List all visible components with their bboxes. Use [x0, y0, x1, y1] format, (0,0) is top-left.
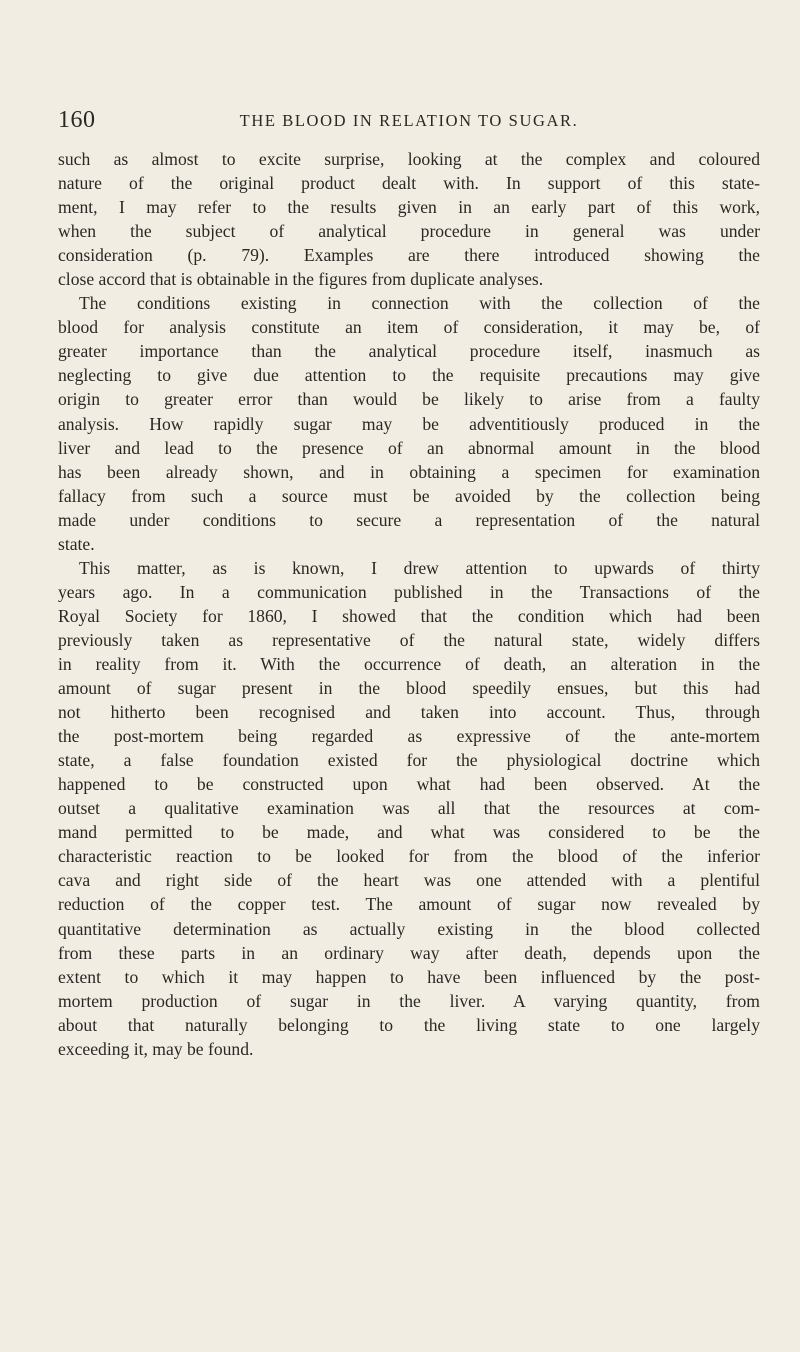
text-line: not hitherto been recognised and taken into account. Thus, through [58, 702, 760, 723]
text-line: close accord that is obtainable in the figures from duplicate analyses. [58, 269, 544, 290]
paragraph [58, 291, 760, 556]
text-line: happened to be constructed upon what had been observed. At the [58, 774, 760, 795]
text-line: quantitative determination as actually existing in the blood collected [58, 918, 760, 939]
text-line: ment, I may refer to the results given in an early part of this work, [58, 197, 760, 218]
text-line: This matter, as is known, I drew attention to upwards of thirty [79, 557, 760, 578]
text-line: analysis. How rapidly sugar may be adventitiously produced in the [58, 413, 760, 434]
text-line: years ago. In a communication published in the Transactions of the [58, 581, 760, 602]
text-line: reduction of the copper test. The amount of sugar now revealed by [58, 894, 760, 915]
text-line: characteristic reaction to be looked for from the blood of the inferior [58, 846, 760, 867]
text-line: state. [58, 533, 95, 554]
text-line: cava and right side of the heart was one attended with a plentiful [58, 870, 760, 891]
text-line: from these parts in an ordinary way after death, depends upon the [58, 942, 760, 963]
text-line: in reality from it. With the occurrence of death, an alteration in the [58, 653, 760, 674]
text-line: amount of sugar present in the blood speedily ensues, but this had [58, 678, 760, 699]
text-line: origin to greater error than would be likely to arise from a faulty [58, 389, 760, 410]
text-line: extent to which it may happen to have been influenced by the post- [58, 966, 760, 987]
text-line: made under conditions to secure a representation of the natural [58, 509, 760, 530]
text-line: such as almost to excite surprise, looking at the complex and coloured [58, 149, 760, 169]
text-line: neglecting to give due attention to the requisite precautions may give [58, 365, 760, 386]
paragraph [58, 556, 760, 1061]
text-line: outset a qualitative examination was all that the resources at com- [58, 798, 760, 819]
text-line: nature of the original product dealt with. In support of this state- [58, 173, 760, 194]
running-title: THE BLOOD IN RELATION TO SUGAR. [239, 111, 579, 130]
text-line: state, a false foundation existed for the physiological doctrine which [58, 750, 760, 771]
text-line: greater importance than the analytical procedure itself, inasmuch as [58, 341, 760, 362]
text-line: when the subject of analytical procedure in general was under [58, 221, 760, 242]
page-number: 160 [58, 107, 96, 133]
text-line: The conditions existing in connection with the collection of the [79, 293, 760, 314]
text-line: mand permitted to be made, and what was considered to be the [58, 822, 760, 843]
page-header [58, 105, 760, 135]
text-line: mortem production of sugar in the liver. A varying quantity, from [58, 990, 760, 1011]
text-line: has been already shown, and in obtaining a specimen for examination [58, 461, 760, 482]
paragraph [58, 147, 760, 291]
text-line: about that naturally belonging to the living state to one largely [58, 1014, 760, 1035]
text-line: blood for analysis constitute an item of consideration, it may be, of [58, 317, 760, 338]
text-line: previously taken as representative of the natural state, widely differs [58, 629, 760, 650]
text-line: Royal Society for 1860, I showed that the condition which had been [58, 605, 760, 626]
text-line: exceeding it, may be found. [58, 1038, 254, 1059]
text-line: liver and lead to the presence of an abnormal amount in the blood [58, 437, 760, 458]
text-line: the post-mortem being regarded as expressive of the ante-mortem [58, 726, 760, 747]
text-line: fallacy from such a source must be avoided by the collection being [58, 485, 760, 506]
text-line: consideration (p. 79). Examples are there introduced showing the [58, 245, 760, 266]
body-text [58, 147, 760, 1061]
